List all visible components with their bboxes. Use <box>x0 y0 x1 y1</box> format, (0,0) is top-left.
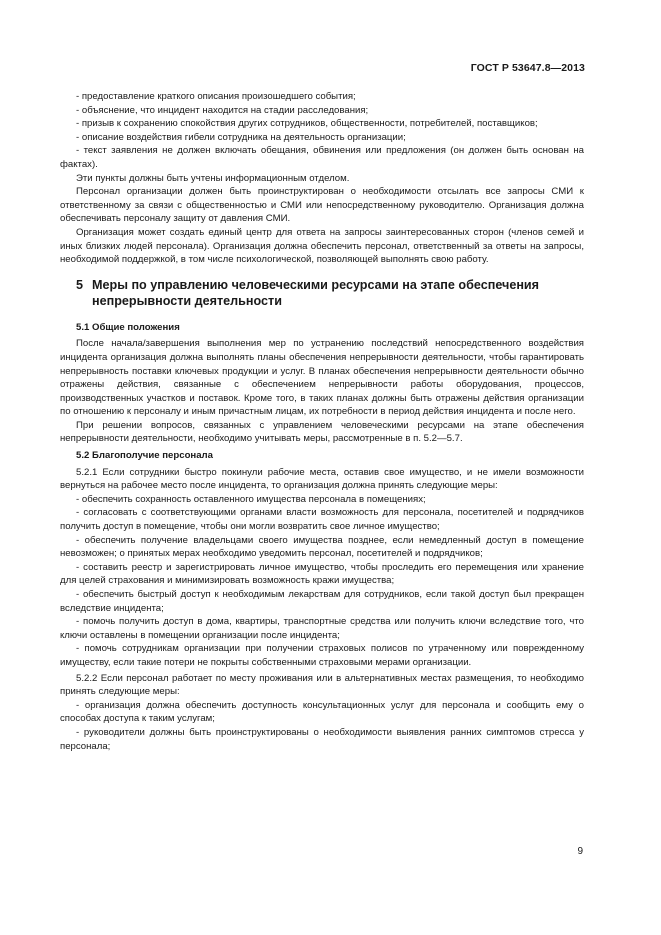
paragraph: Организация может создать единый центр для ответа на запросы заинтересованных сторон (членов семей и иных близких людей персонала). Организация должна обеспечить персонал, ответственный за ответы на запросы, необходимой поддержкой, в том числе психологической, позволяющей выполнять свою работу. <box>60 226 584 266</box>
subsection-heading: 5.1 Общие положения <box>76 321 180 333</box>
list-item: - текст заявления не должен включать обещания, обвинения или предложения (он должен быть основан на фактах). <box>60 145 584 170</box>
list-item: - организация должна обеспечить доступность консультационных услуг для персонала и сообщить ему о способах доступа к таким услугам; <box>60 699 584 725</box>
list-item: - обеспечить быстрый доступ к необходимым лекарствам для сотрудников, если такой доступ был прекращен вследствие инцидента; <box>60 589 584 614</box>
paragraph: При решении вопросов, связанных с управлением человеческими ресурсами на этапе обеспечения непрерывности деятельности, необходимо учитывать меры, рассмотренные в п. 5.2—5.7. <box>60 419 584 445</box>
list-item: - помочь сотрудникам организации при получении страховых полисов по утраченному или поврежденному имуществу, если такие потери не покрыты собственными страховыми мерами организации. <box>60 643 584 668</box>
list-item: - предоставление краткого описания произошедшего события; <box>76 91 356 102</box>
paragraph: 5.2.2 Если персонал работает по месту проживания или в альтернативных местах размещения, то необходимо принять следующие меры: <box>60 672 584 698</box>
paragraph: Эти пункты должны быть учтены информационным отделом. <box>76 172 350 184</box>
paragraph: Персонал организации должен быть проинструктирован о необходимости отсылать все запросы СМИ к ответственному за связи с общественностью и СМИ или непосредственному руководителю. Организация должна обеспечивать персоналу защиту от давления СМИ. <box>60 186 584 225</box>
list-item: - руководители должны быть проинструктированы о необходимости выявления ранних симптомов стресса у персонала; <box>60 726 584 752</box>
document-code: ГОСТ Р 53647.8—2013 <box>470 62 585 74</box>
section-heading <box>60 277 584 310</box>
list-item: - описание воздействия гибели сотрудника на деятельность организации; <box>76 131 406 143</box>
page-content <box>60 90 584 753</box>
section-number: 5 <box>76 277 84 292</box>
paragraph: 5.2.1 Если сотрудники быстро покинули рабочие места, оставив свое имущество, и не имели возможности вернуться на рабочее место после инцидента, то организация должна принять следующие меры: <box>60 466 584 492</box>
list-item: - согласовать с соответствующими органами власти возможность для персонала, посетителей и подрядчиков получить доступ в помещение, чтобы они могли возвратить свое личное имущество; <box>60 507 584 533</box>
page-number: 9 <box>577 846 583 857</box>
list-item: - призыв к сохранению спокойствия других сотрудников, общественности, потребителей, поставщиков; <box>76 118 538 130</box>
list-item: - составить реестр и зарегистрировать личное имущество, чтобы проследить его перемещения или хранение для целей страхования и минимизировать возможность кражи имущества; <box>60 561 584 587</box>
list-item: - объяснение, что инцидент находится на стадии расследования; <box>76 104 369 116</box>
list-item: - обеспечить сохранность оставленного имущества персонала в помещениях; <box>76 493 426 505</box>
list-item: - помочь получить доступ в дома, квартиры, транспортные средства или получить ключи вследствие того, что ключи оставлены в помещении организации после инцидента; <box>60 616 584 641</box>
section-title-line2: непрерывности деятельности <box>92 294 282 309</box>
list-item: - обеспечить получение владельцами своего имущества позднее, если немедленный доступ в помещение невозможен; о принятых мерах необходимо уведомить персонал, посетителей и подрядчиков; <box>60 534 584 560</box>
section-title-line1: Меры по управлению человеческими ресурсами на этапе обеспечения <box>92 277 540 292</box>
subsection-heading: 5.2 Благополучие персонала <box>76 450 213 462</box>
paragraph: После начала/завершения выполнения мер по устранению последствий непосредственного воздействия инцидента организация должна выполнять планы обеспечения непрерывности деятельности, чтобы гарантировать непрерывность поставки ключевых продукции и услуг. В планах обеспечения непрерывности деятельности обычно отражены действия, связанные с обеспечением непрерывности работы оборудования, процессов, производственных участков и поставок. Кроме того, в таких планах должны быть отражены действия организации по отношению к персоналу и иным причастным лицам, их потребности в период действия инцидента и после него. <box>60 338 584 418</box>
